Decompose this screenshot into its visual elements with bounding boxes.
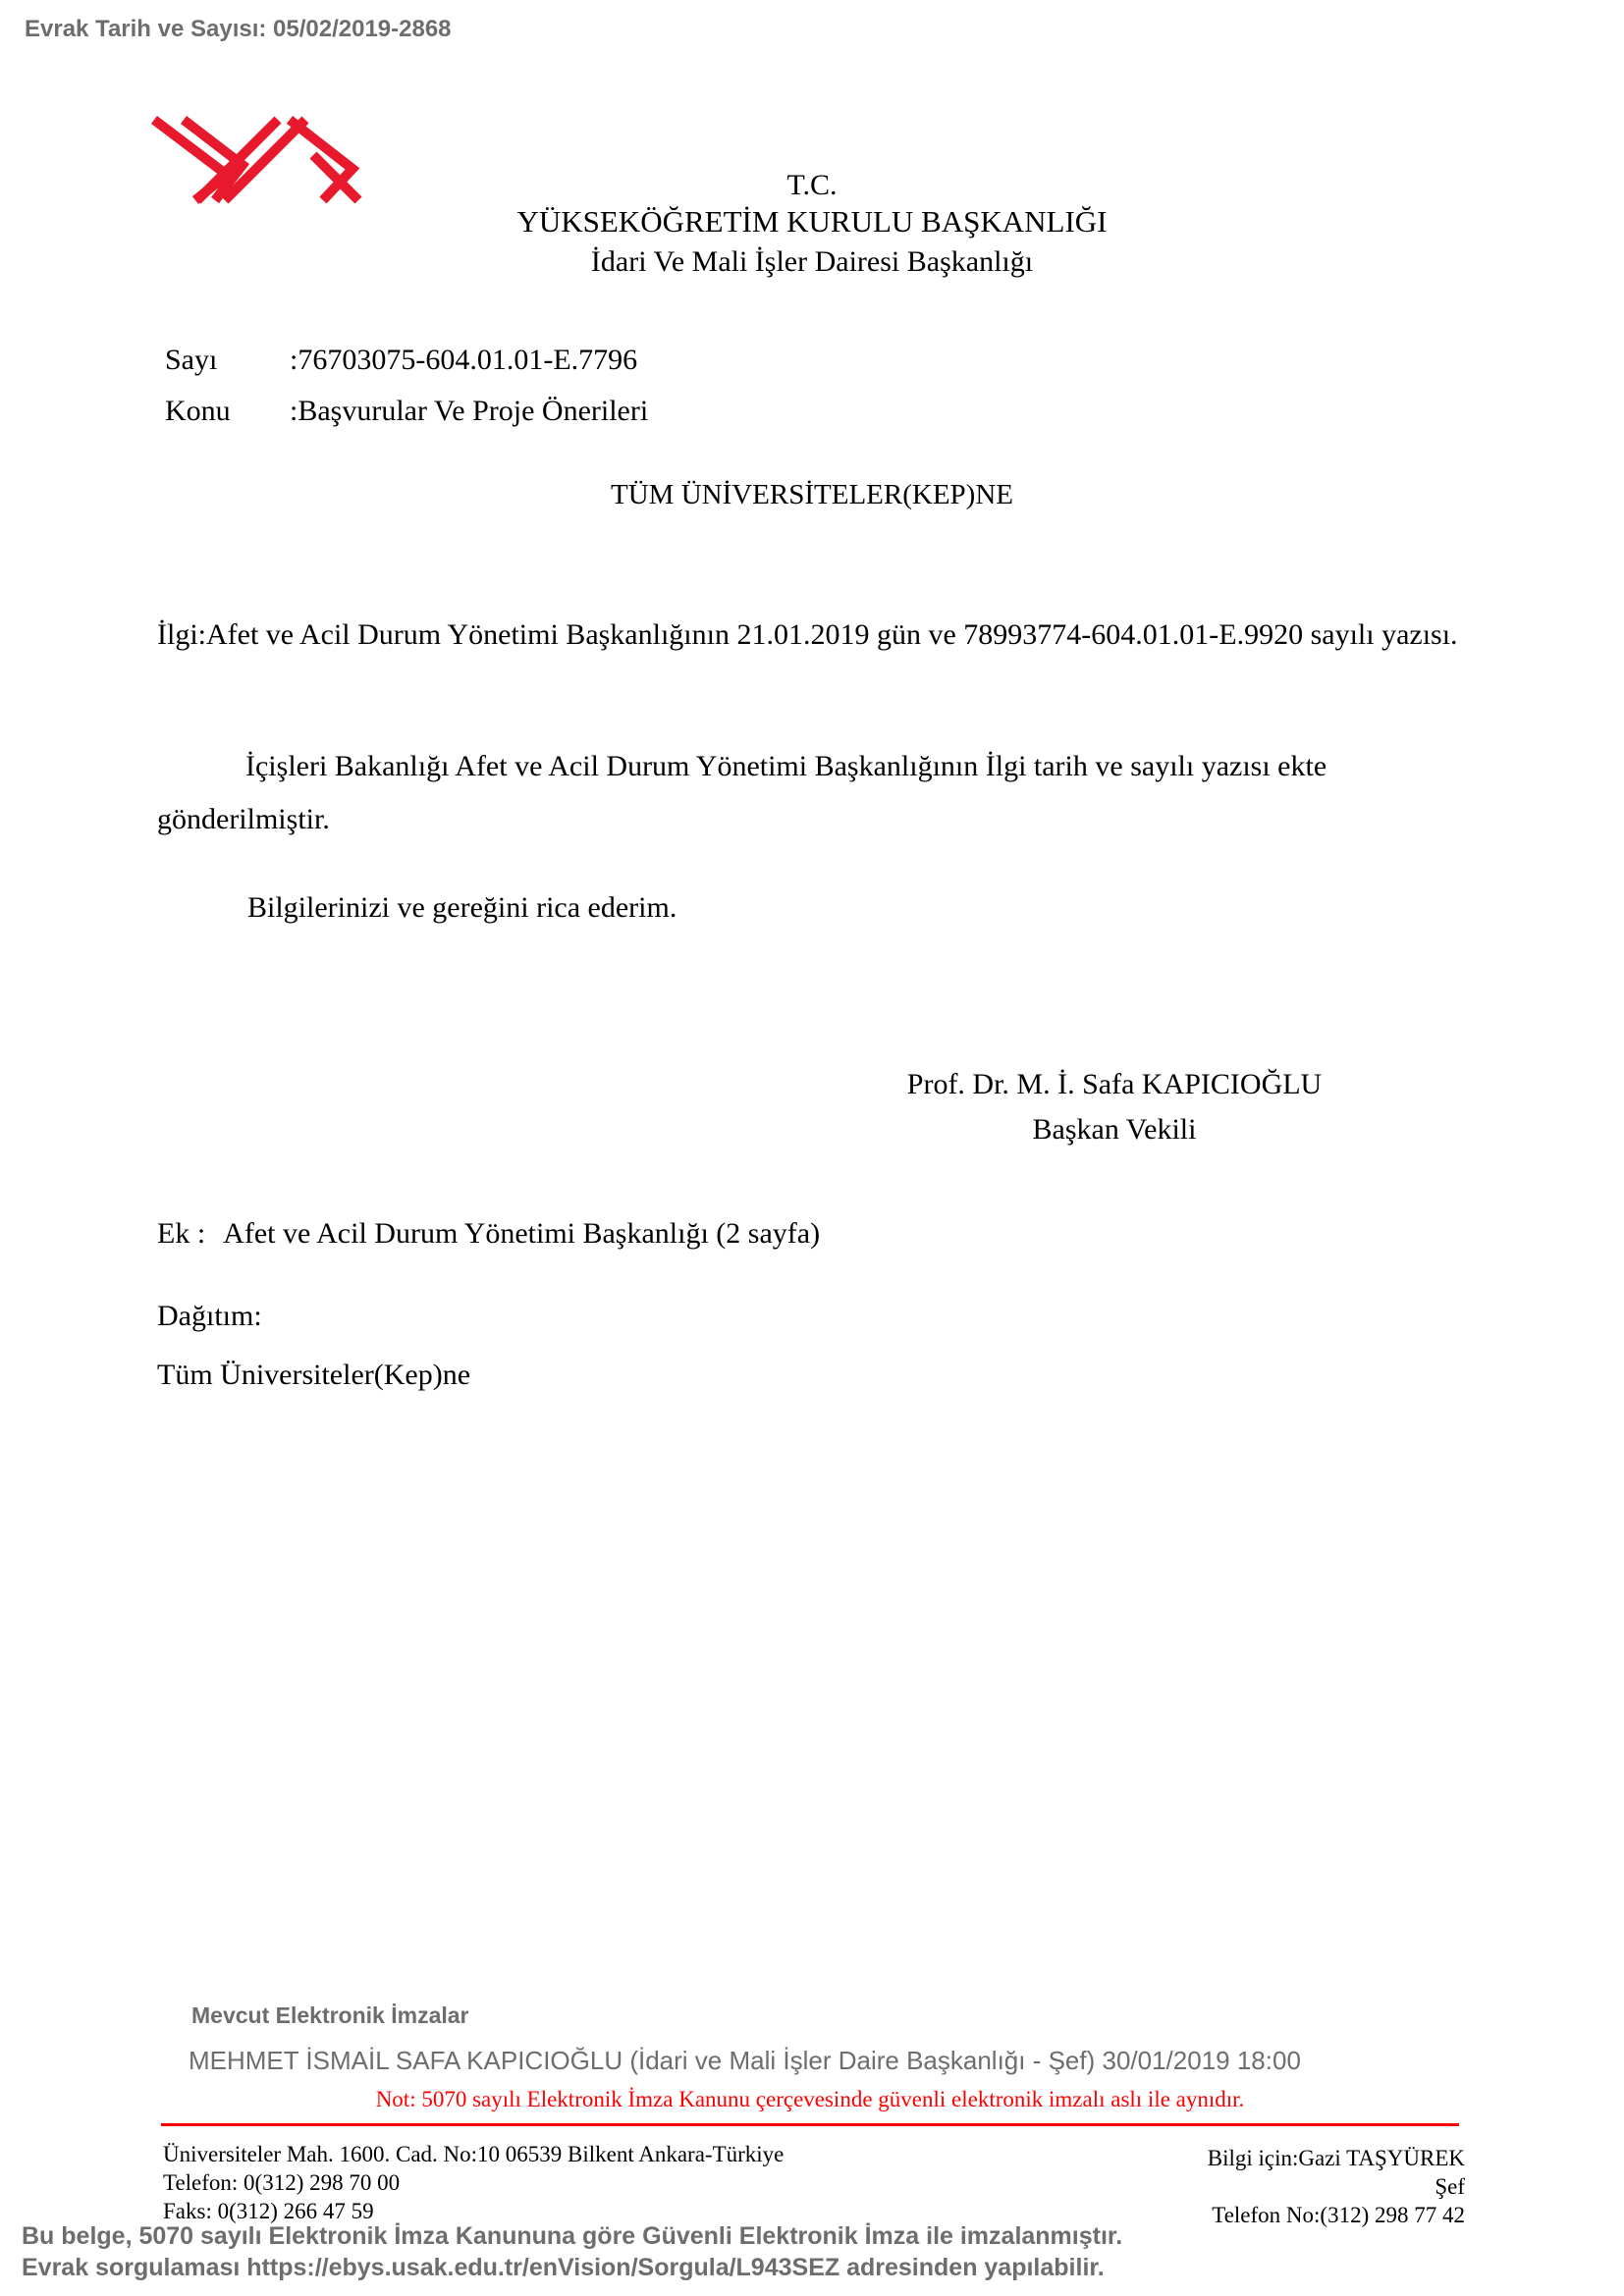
footer-address: Üniversiteler Mah. 1600. Cad. No:10 06539 Bilkent Ankara-Türkiye [163, 2142, 785, 2166]
legal-line-2: Evrak sorgulaması https://ebys.usak.edu.tr/enVision/Sorgula/L943SEZ adresinden yapılabilir. [22, 2254, 1105, 2281]
closing-line: Bilgilerinizi ve gereğini rica ederim. [247, 891, 677, 924]
sayi-label: Sayı [165, 344, 218, 376]
document-meta [165, 344, 648, 446]
header-department: İdari Ve Mali İşler Dairesi Başkanlığı [590, 245, 1034, 278]
sayi-separator: : [290, 344, 298, 376]
konu-separator: : [290, 395, 298, 427]
sayi-row [165, 344, 648, 395]
recipient-line: TÜM ÜNİVERSİTELER(KEP)NE [611, 479, 1013, 510]
esignatures-title: Mevcut Elektronik İmzalar [191, 2002, 469, 2028]
footer-fax: Faks: 0(312) 266 47 59 [163, 2199, 374, 2223]
reference-paragraph: İlgi:Afet ve Acil Durum Yönetimi Başkanlığının 21.01.2019 gün ve 78993774-604.01.01-E.9920 sayılı yazısı. [157, 618, 1458, 651]
footer-contact-left [163, 2140, 784, 2225]
document-date-number: Evrak Tarih ve Sayısı: 05/02/2019-2868 [25, 16, 452, 42]
legal-line-1: Bu belge, 5070 sayılı Elektronik İmza Kanununa göre Güvenli Elektronik İmza ile imzalanmıştır. [22, 2222, 1123, 2250]
distribution-item: Tüm Üniversiteler(Kep)ne [157, 1359, 471, 1391]
body-paragraph: İçişleri Bakanlığı Afet ve Acil Durum Yönetimi Başkanlığının İlgi tarih ve sayılı yazısı ekte gönderilmiştir. [157, 750, 1327, 835]
footer-info-title: Şef [1435, 2174, 1465, 2199]
sayi-value: 76703075-604.01.01-E.7796 [298, 344, 638, 376]
attachment-label: Ek : [157, 1217, 206, 1250]
legal-verification-block [22, 2220, 1122, 2283]
attachment-line [157, 1217, 820, 1251]
footer-info-phone: Telefon No:(312) 298 77 42 [1212, 2203, 1465, 2227]
red-divider-line [161, 2123, 1459, 2126]
footer-phone: Telefon: 0(312) 298 70 00 [163, 2170, 401, 2195]
esignature-legal-note: Not: 5070 sayılı Elektronik İmza Kanunu çerçevesinde güvenli elektronik imzalı aslı ile aynıdır. [375, 2087, 1245, 2111]
konu-value: Başvurular Ve Proje Önerileri [298, 395, 649, 427]
signer-title: Başkan Vekili [1032, 1113, 1197, 1146]
konu-label: Konu [165, 395, 231, 427]
attachment-value: Afet ve Acil Durum Yönetimi Başkanlığı (2 sayfa) [223, 1217, 821, 1250]
footer-info-contact: Bilgi için:Gazi TAŞYÜREK [1207, 2146, 1465, 2170]
signer-name: Prof. Dr. M. İ. Safa KAPICIOĞLU [906, 1068, 1323, 1100]
konu-row [165, 395, 648, 446]
esignature-entry: MEHMET İSMAİL SAFA KAPICIOĞLU (İdari ve Mali İşler Daire Başkanlığı - Şef) 30/01/2019 18:00 [189, 2046, 1301, 2075]
footer-contact-right [1208, 2144, 1465, 2229]
header-tc: T.C. [786, 169, 838, 201]
signature-block [771, 1062, 1458, 1152]
header-organization: YÜKSEKÖĞRETİM KURULU BAŞKANLIĞI [516, 204, 1108, 239]
distribution-label: Dağıtım: [157, 1300, 262, 1332]
